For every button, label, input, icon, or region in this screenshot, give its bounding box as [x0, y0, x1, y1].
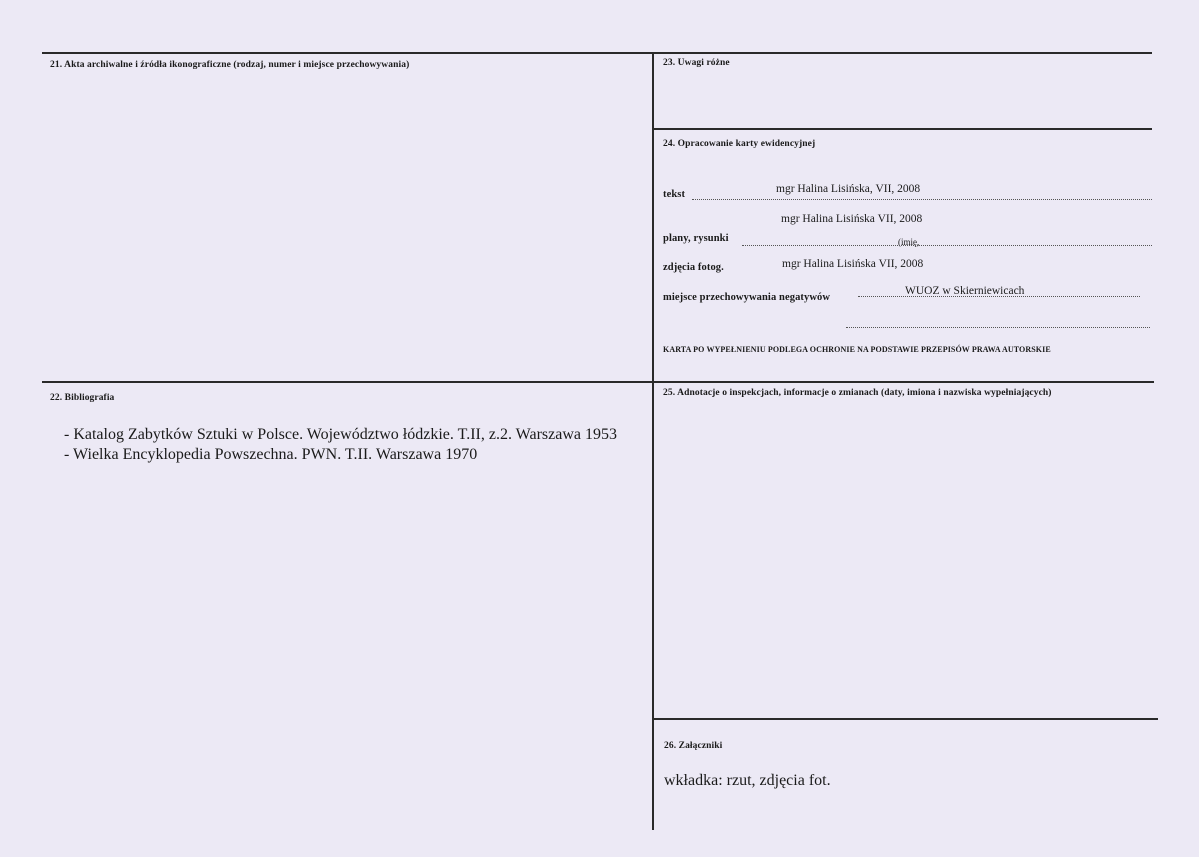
miejsce-value: WUOZ w Skierniewicach	[905, 285, 1025, 297]
zdjecia-label: zdjęcia fotog.	[663, 262, 724, 273]
rule-below-23	[654, 128, 1152, 130]
miejsce-label: miejsce przechowywania negatywów	[663, 292, 831, 303]
zdjecia-value: mgr Halina Lisińska VII, 2008	[782, 258, 924, 270]
extra-dotted-line	[846, 327, 1150, 328]
section-26-label: 26. Załączniki	[664, 741, 723, 751]
tekst-dotted-line	[692, 199, 1152, 200]
top-rule	[42, 52, 1152, 54]
bibliography-list	[64, 425, 634, 465]
attachments-value: wkładka: rzut, zdjęcia fot.	[664, 772, 831, 789]
section-23-label: 23. Uwagi różne	[663, 58, 730, 68]
plany-label: plany, rysunki	[663, 233, 729, 244]
miejsce-dotted-line	[858, 296, 1140, 297]
section-24-label: 24. Opracowanie karty ewidencyjnej	[663, 139, 816, 149]
plany-hint: (imię,	[898, 237, 920, 247]
bibliography-entry: - Wielka Encyklopedia Powszechna. PWN. T.II. Warszawa 1970	[64, 446, 478, 463]
rule-above-26	[654, 718, 1158, 720]
section-21-label: 21. Akta archiwalne i źródła ikonograficzne (rodzaj, numer i miejsce przechowywania)	[50, 60, 410, 70]
bibliography-entry: - Katalog Zabytków Sztuki w Polsce. Województwo łódzkie. T.II, z.2. Warszawa 1953	[64, 426, 617, 443]
center-divider	[652, 52, 654, 830]
tekst-value: mgr Halina Lisińska, VII, 2008	[776, 183, 921, 195]
plany-value: mgr Halina Lisińska VII, 2008	[781, 213, 923, 225]
section-25-label: 25. Adnotacje o inspekcjach, informacje o zmianach (daty, imiona i nazwiska wypełniających)	[663, 388, 1052, 398]
tekst-label: tekst	[663, 189, 686, 200]
section-22-label: 22. Bibliografia	[50, 393, 115, 403]
middle-rule	[42, 381, 1154, 383]
plany-dotted-line	[742, 245, 1152, 246]
copyright-notice: KARTA PO WYPEŁNIENIU PODLEGA OCHRONIE NA PODSTAWIE PRZEPISÓW PRAWA AUTORSKIE	[663, 345, 1051, 354]
